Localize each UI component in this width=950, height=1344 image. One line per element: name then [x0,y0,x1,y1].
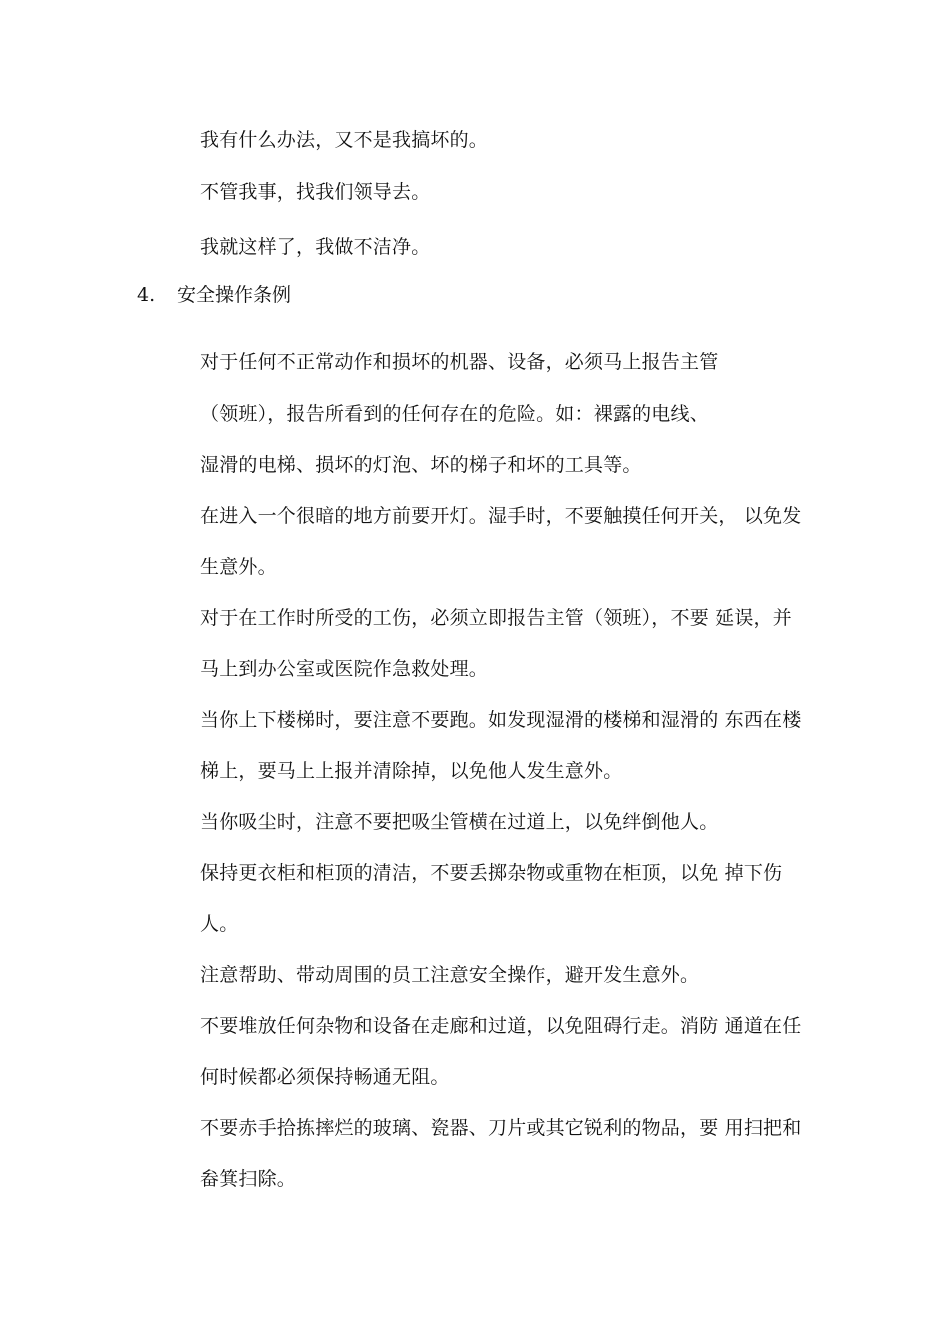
body-line: 当你吸尘时，注意不要把吸尘管横在过道上，以免绊倒他人。 [200,811,719,833]
intro-line: 我有什么办法，又不是我搞坏的。 [200,129,489,151]
body-line: 不要堆放任何杂物和设备在走廊和过道，以免阻碍行走。消防 通道在任 [200,1015,802,1037]
body-line: （领班），报告所看到的任何存在的危险。如：裸露的电线、 [200,403,709,425]
body-line: 当你上下楼梯时，要注意不要跑。如发现湿滑的楼梯和湿滑的 东西在楼 [200,709,802,731]
body-line: 对于任何不正常动作和损坏的机器、设备，必须马上报告主管 [200,351,719,373]
body-line: 湿滑的电梯、损坏的灯泡、坏的梯子和坏的工具等。 [200,454,642,476]
section-title: 安全操作条例 [177,284,292,306]
section-heading [137,283,291,307]
body-line: 在进入一个很暗的地方前要开灯。湿手时，不要触摸任何开关， 以免发 [200,505,802,527]
body-line: 梯上，要马上上报并清除掉，以免他人发生意外。 [200,760,623,782]
body-line: 畚箕扫除。 [200,1168,297,1190]
body-line: 人。 [200,913,239,935]
body-line: 生意外。 [200,556,277,578]
body-line: 马上到办公室或医院作急救处理。 [200,658,489,680]
section-number: 4. [137,284,156,306]
body-line: 对于在工作时所受的工伤，必须立即报告主管（领班），不要 延误，并 [200,607,792,629]
body-line: 何时候都必须保持畅通无阻。 [200,1066,450,1088]
intro-line: 我就这样了，我做不洁净。 [200,236,431,258]
body-line: 不要赤手拾拣摔烂的玻璃、瓷器、刀片或其它锐利的物品，要 用扫把和 [200,1117,802,1139]
body-line: 保持更衣柜和柜顶的清洁，不要丢掷杂物或重物在柜顶，以免 掉下伤 [200,862,783,884]
body-line: 注意帮助、带动周围的员工注意安全操作，避开发生意外。 [200,964,700,986]
intro-line: 不管我事，找我们领导去。 [200,181,431,203]
